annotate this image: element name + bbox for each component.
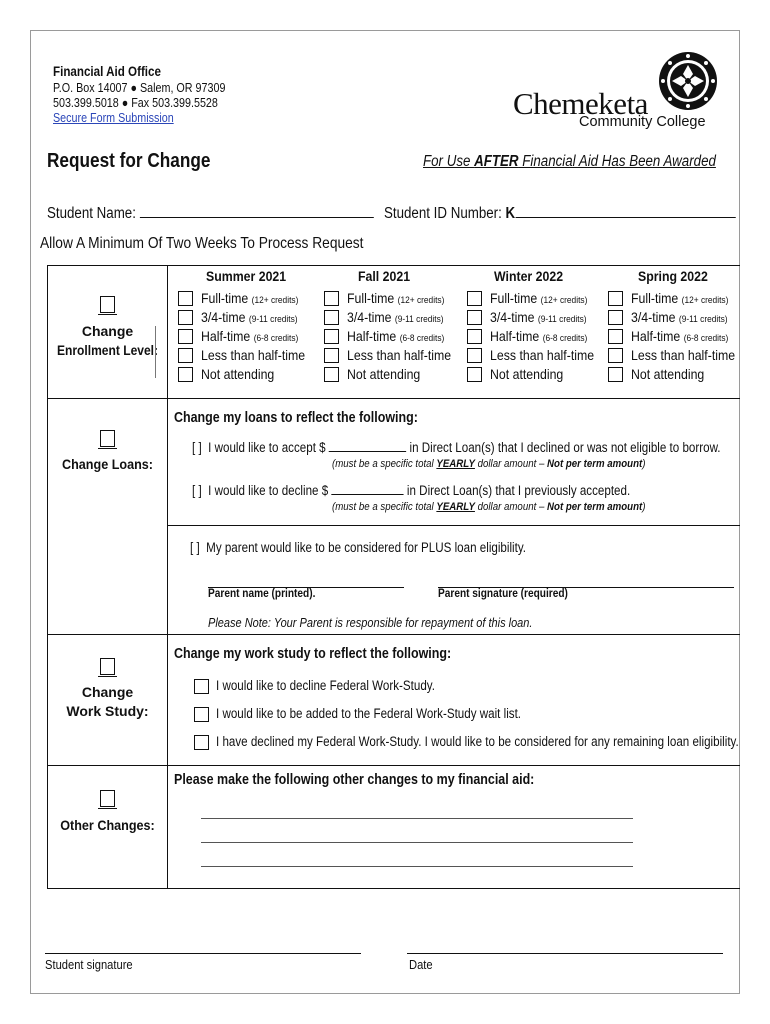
note-a: (must be a specific total xyxy=(332,458,437,470)
note-c: ) xyxy=(642,501,646,513)
option-text: Less than half-time xyxy=(347,347,452,363)
workstudy-checkbox[interactable] xyxy=(194,679,209,694)
enrollment-option xyxy=(490,366,563,382)
option-credit-note: (12+ credits) xyxy=(681,295,729,306)
option-credit-note: (9-11 credits) xyxy=(394,314,444,325)
other-heading: Please make the following other changes to my financial aid: xyxy=(174,772,535,788)
enrollment-option xyxy=(490,309,587,325)
row-divider-other xyxy=(48,765,740,766)
plus-loan-row xyxy=(190,540,526,555)
option-text: Half-time xyxy=(201,328,251,344)
parent-signature-label: Parent signature (required) xyxy=(438,588,568,600)
bracket-checkbox[interactable]: [ ] xyxy=(192,483,202,498)
student-signature-label: Student signature xyxy=(45,957,133,972)
term-header: Fall 2021 xyxy=(358,268,411,284)
enrollment-checkbox[interactable] xyxy=(467,367,482,382)
enrollment-checkbox[interactable] xyxy=(324,291,339,306)
workstudy-label-line1: Change xyxy=(81,684,134,700)
other-line-2[interactable] xyxy=(201,842,633,843)
college-logo xyxy=(499,48,719,132)
row-divider-loans xyxy=(48,398,740,399)
enrollment-option xyxy=(347,328,444,344)
enrollment-checkbox[interactable] xyxy=(467,348,482,363)
enrollment-checkbox[interactable] xyxy=(178,329,193,344)
option-credit-note: (9-11 credits) xyxy=(537,314,587,325)
option-text: 3/4-time xyxy=(490,309,535,325)
enrollment-checkbox[interactable] xyxy=(324,348,339,363)
date-line[interactable] xyxy=(407,953,723,954)
option-text: 3/4-time xyxy=(631,309,676,325)
option-text: 3/4-time xyxy=(201,309,246,325)
logo-subtitle: Community College xyxy=(579,114,706,130)
form-page xyxy=(30,30,740,994)
student-signature-line[interactable] xyxy=(45,953,361,954)
loan-decline-row xyxy=(192,483,630,498)
note-b: dollar amount – xyxy=(474,501,548,513)
loan-accept-note xyxy=(332,458,645,470)
enrollment-checkbox[interactable] xyxy=(467,291,482,306)
college-seal-icon xyxy=(657,50,719,112)
note-bold: Not per term amount xyxy=(547,501,643,513)
student-id-field[interactable] xyxy=(515,203,735,218)
enrollment-checkbox[interactable] xyxy=(608,291,623,306)
loan-accept-text-a: I would like to accept $ xyxy=(208,440,326,455)
bracket-checkbox[interactable]: [ ] xyxy=(192,440,202,455)
note-bold: Not per term amount xyxy=(547,458,643,470)
student-id-label: Student ID Number: xyxy=(384,205,502,222)
note-b: dollar amount – xyxy=(474,458,548,470)
note-yearly: YEARLY xyxy=(436,501,475,513)
subtitle-emphasis: AFTER xyxy=(474,153,519,170)
bracket-checkbox[interactable]: [ ] xyxy=(190,540,200,555)
enrollment-option xyxy=(490,347,594,363)
enrollment-option xyxy=(631,366,704,382)
term-header: Winter 2022 xyxy=(494,268,564,284)
parent-note: Please Note: Your Parent is responsible for repayment of this loan. xyxy=(208,616,533,630)
note-c: ) xyxy=(642,458,646,470)
enrollment-option xyxy=(631,290,728,306)
option-credit-note: (9-11 credits) xyxy=(248,314,298,325)
row-divider-workstudy xyxy=(48,634,740,635)
enrollment-checkbox[interactable] xyxy=(178,348,193,363)
enrollment-option xyxy=(201,328,298,344)
table-divider xyxy=(167,266,168,888)
option-text: Not attending xyxy=(347,366,421,382)
option-text: Full-time xyxy=(631,290,679,306)
secure-form-link[interactable]: Secure Form Submission xyxy=(53,111,174,125)
enrollment-option xyxy=(201,347,305,363)
enrollment-option xyxy=(631,309,728,325)
option-credit-note: (12+ credits) xyxy=(540,295,588,306)
workstudy-option-text: I have declined my Federal Work-Study. I would like to be considered for any remaining loan eligibility. xyxy=(216,734,739,749)
office-address: P.O. Box 14007 ● Salem, OR 97309 xyxy=(53,81,226,95)
enrollment-label-line1: Change xyxy=(81,323,134,339)
workstudy-checkbox[interactable] xyxy=(194,735,209,750)
student-name-label: Student Name: xyxy=(47,205,136,222)
enrollment-bracket xyxy=(155,326,156,378)
form-subtitle xyxy=(423,153,716,171)
enrollment-checkbox[interactable] xyxy=(178,310,193,325)
option-text: Full-time xyxy=(347,290,395,306)
enrollment-option xyxy=(490,290,587,306)
enrollment-option xyxy=(201,366,274,382)
enrollment-checkbox[interactable] xyxy=(608,310,623,325)
loan-decline-text-b: in Direct Loan(s) that I previously accepted. xyxy=(406,483,631,498)
loans-heading: Change my loans to reflect the following: xyxy=(174,410,418,426)
option-credit-note: (9-11 credits) xyxy=(678,314,728,325)
enrollment-option xyxy=(490,328,587,344)
option-text: Less than half-time xyxy=(201,347,306,363)
logo-name: Chemeketa xyxy=(513,86,648,121)
enrollment-checkbox[interactable] xyxy=(178,291,193,306)
option-credit-note: (6-8 credits) xyxy=(253,333,299,344)
request-table xyxy=(47,265,740,889)
student-id-prefix: K xyxy=(505,205,516,222)
option-text: Full-time xyxy=(490,290,538,306)
note-yearly: YEARLY xyxy=(436,458,475,470)
student-name-row xyxy=(47,203,374,223)
note-a: (must be a specific total xyxy=(332,501,437,513)
other-line-1[interactable] xyxy=(201,818,633,819)
enrollment-label xyxy=(48,322,167,360)
other-label: Other Changes: xyxy=(60,817,155,833)
office-title: Financial Aid Office xyxy=(53,64,161,79)
subtitle-pre: For Use xyxy=(423,153,475,170)
enrollment-checkbox[interactable] xyxy=(467,310,482,325)
option-credit-note: (12+ credits) xyxy=(397,295,445,306)
process-note: Allow A Minimum Of Two Weeks To Process Request xyxy=(40,235,364,252)
enrollment-option xyxy=(201,290,298,306)
subtitle-post: Financial Aid Has Been Awarded xyxy=(518,153,716,170)
option-credit-note: (6-8 credits) xyxy=(399,333,445,344)
option-text: Not attending xyxy=(631,366,705,382)
workstudy-heading: Change my work study to reflect the following: xyxy=(174,646,452,662)
enrollment-option xyxy=(347,290,444,306)
date-label: Date xyxy=(409,957,433,972)
term-header: Summer 2021 xyxy=(206,268,287,284)
term-header: Spring 2022 xyxy=(638,268,708,284)
section-checkbox-icon[interactable] xyxy=(100,790,115,807)
option-credit-note: (6-8 credits) xyxy=(683,333,729,344)
row-divider-plus xyxy=(167,525,740,526)
loan-accept-row xyxy=(192,440,721,455)
option-text: Full-time xyxy=(201,290,249,306)
enrollment-option xyxy=(631,347,735,363)
workstudy-label-line2: Work Study: xyxy=(66,703,149,719)
workstudy-option-text: I would like to decline Federal Work-Study. xyxy=(216,678,435,693)
loan-accept-text-b: in Direct Loan(s) that I declined or was not eligible to borrow. xyxy=(409,440,721,455)
enrollment-option xyxy=(347,347,451,363)
enrollment-checkbox[interactable] xyxy=(608,329,623,344)
office-phone-fax: 503.399.5018 ● Fax 503.399.5528 xyxy=(53,96,218,110)
option-text: Not attending xyxy=(201,366,275,382)
loans-label: Change Loans: xyxy=(61,456,154,472)
option-text: Half-time xyxy=(347,328,397,344)
option-credit-note: (12+ credits) xyxy=(251,295,299,306)
loan-accept-amount[interactable] xyxy=(329,440,406,452)
enrollment-label-line2: Enrollment Level: xyxy=(56,342,159,358)
form-title: Request for Change xyxy=(47,150,211,172)
loan-decline-amount[interactable] xyxy=(331,483,403,495)
plus-loan-text: My parent would like to be considered for PLUS loan eligibility. xyxy=(206,540,527,555)
workstudy-option-text: I would like to be added to the Federal Work-Study wait list. xyxy=(216,706,522,721)
option-text: Half-time xyxy=(631,328,681,344)
enrollment-option xyxy=(631,328,728,344)
loan-decline-text-a: I would like to decline $ xyxy=(208,483,329,498)
workstudy-label xyxy=(48,683,167,721)
parent-name-label: Parent name (printed). xyxy=(208,588,316,600)
loan-decline-note xyxy=(332,501,645,513)
option-text: Less than half-time xyxy=(490,347,595,363)
option-text: Half-time xyxy=(490,328,540,344)
student-id-row xyxy=(384,203,735,223)
workstudy-checkbox[interactable] xyxy=(194,707,209,722)
enrollment-checkbox[interactable] xyxy=(608,367,623,382)
student-name-field[interactable] xyxy=(140,203,374,218)
enrollment-checkbox[interactable] xyxy=(608,348,623,363)
section-checkbox-icon[interactable] xyxy=(100,658,115,675)
enrollment-checkbox[interactable] xyxy=(467,329,482,344)
other-line-3[interactable] xyxy=(201,866,633,867)
option-credit-note: (6-8 credits) xyxy=(542,333,588,344)
enrollment-checkbox[interactable] xyxy=(178,367,193,382)
enrollment-checkbox[interactable] xyxy=(324,329,339,344)
option-text: Not attending xyxy=(490,366,564,382)
enrollment-checkbox[interactable] xyxy=(324,367,339,382)
option-text: Less than half-time xyxy=(631,347,736,363)
enrollment-option xyxy=(347,309,444,325)
section-checkbox-icon[interactable] xyxy=(100,296,115,313)
option-text: 3/4-time xyxy=(347,309,392,325)
enrollment-option xyxy=(347,366,420,382)
enrollment-option xyxy=(201,309,298,325)
enrollment-checkbox[interactable] xyxy=(324,310,339,325)
section-checkbox-icon[interactable] xyxy=(100,430,115,447)
